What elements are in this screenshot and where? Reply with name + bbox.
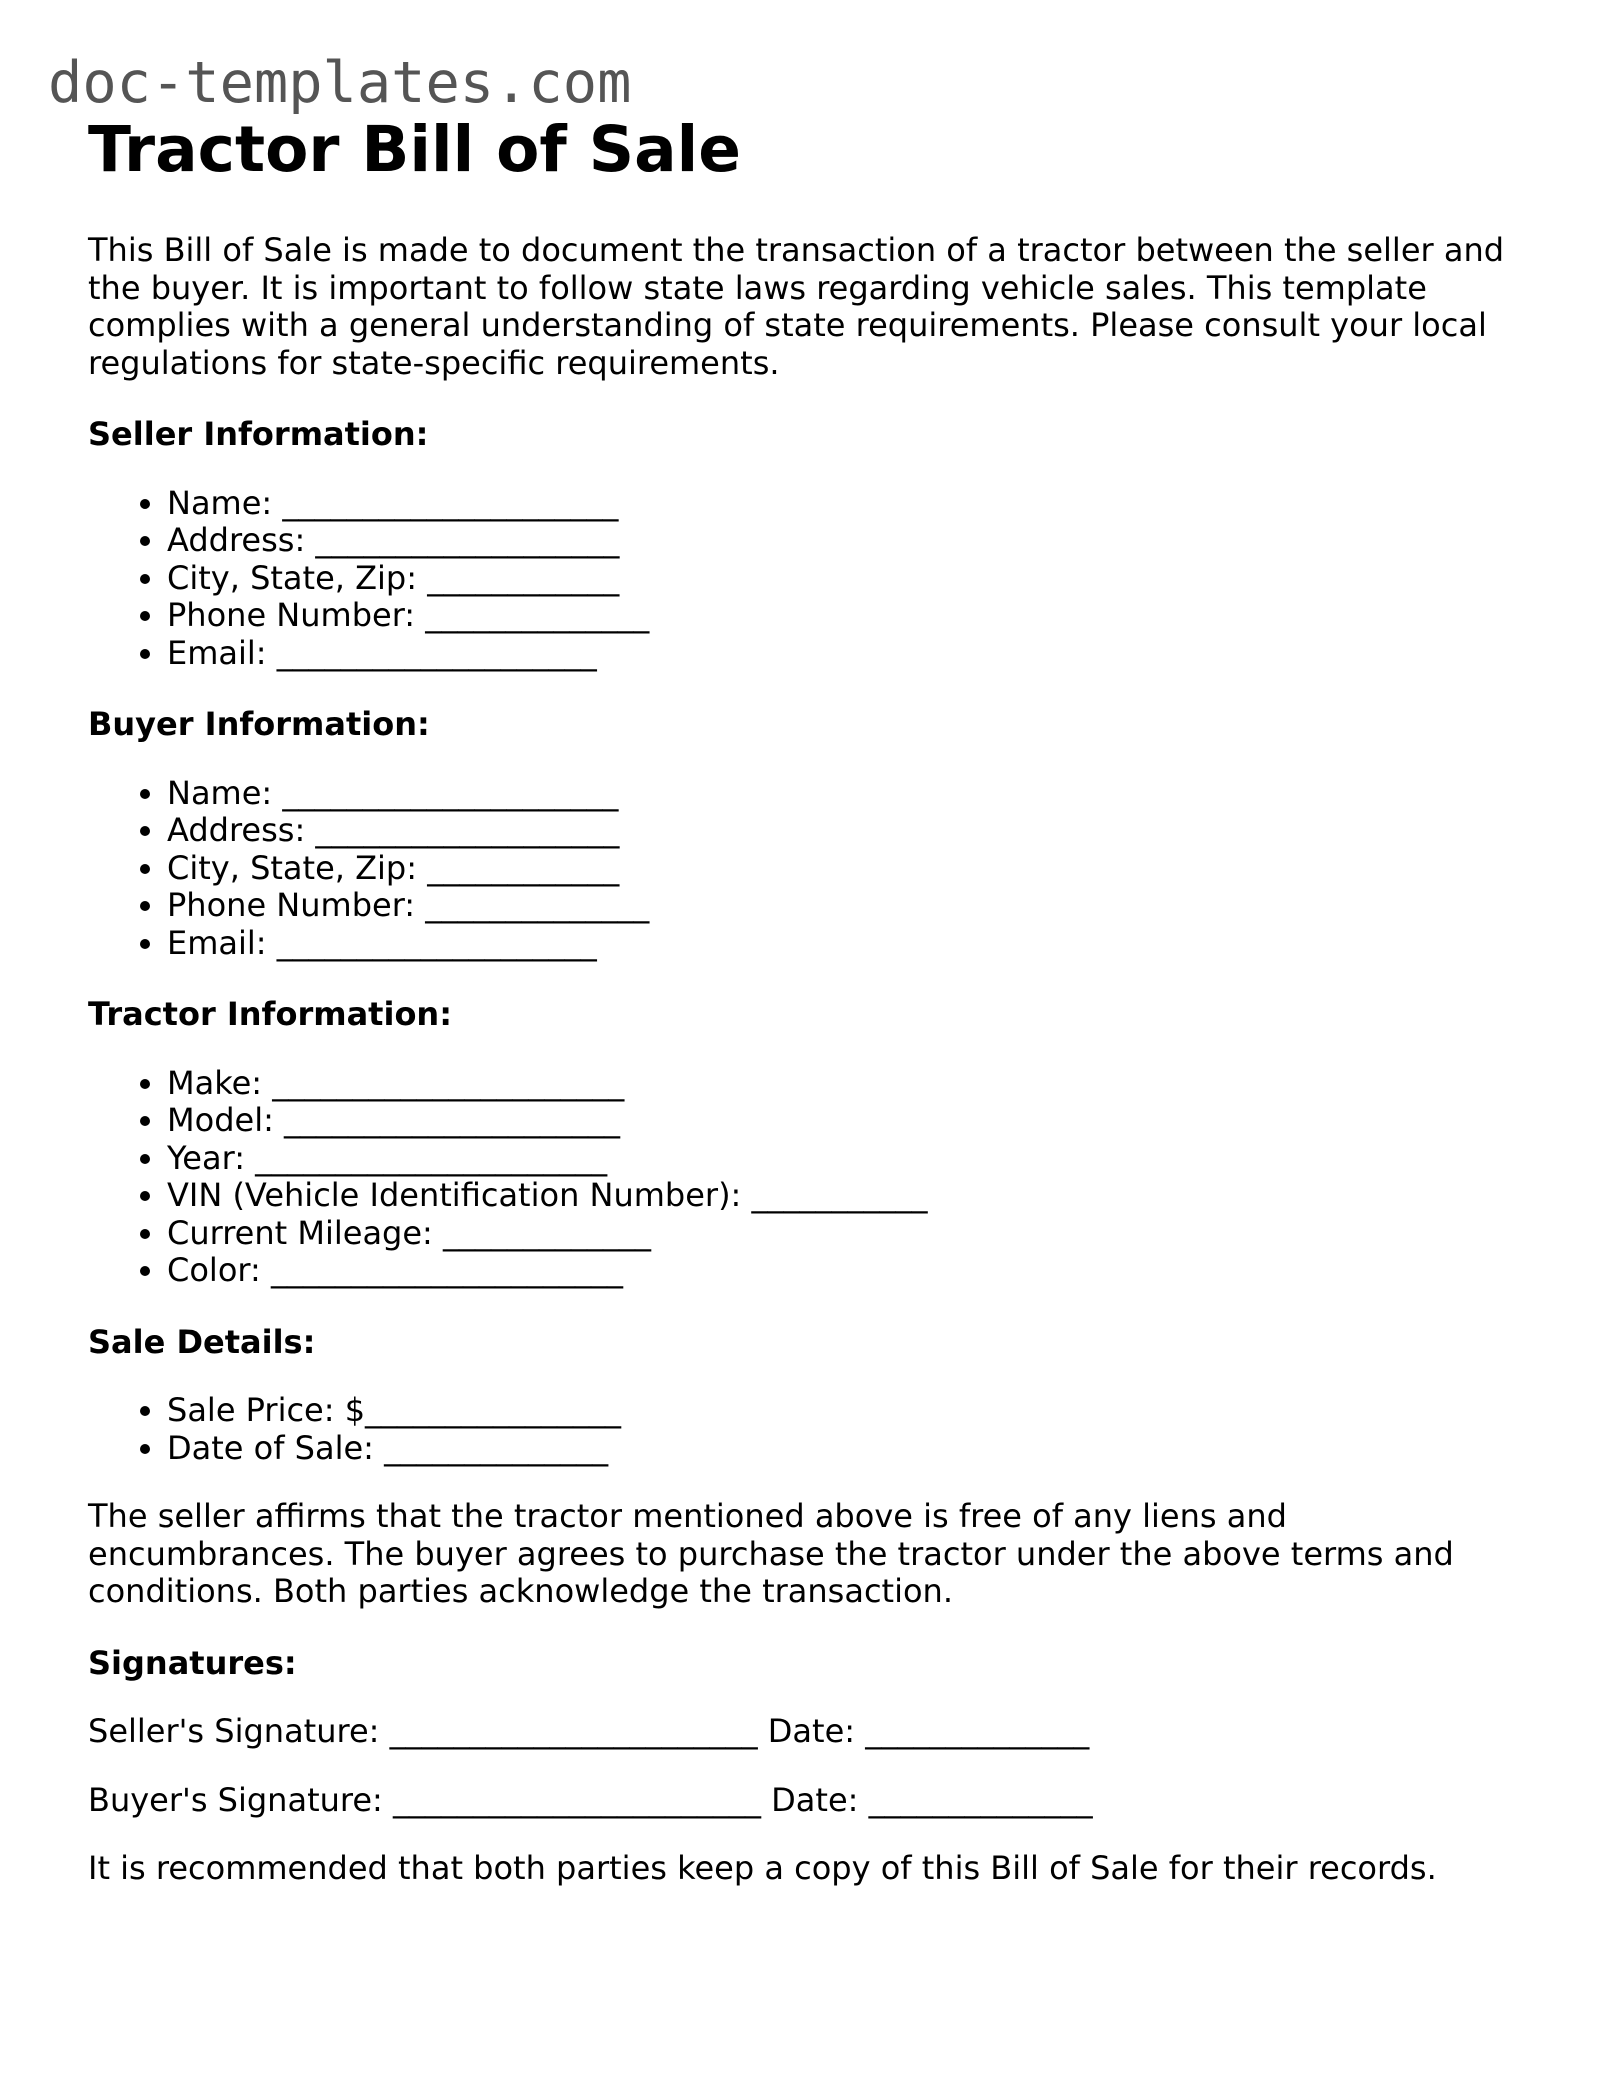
tractor-heading: Tractor Information: (88, 995, 452, 1033)
tractor-model-field: • Model: _____________________ (167, 1102, 1528, 1140)
buyer-list (88, 775, 1528, 963)
buyer-signature-line: Buyer's Signature: _______________________ Date: ______________ (88, 1780, 1093, 1819)
tractor-mileage-field: • Current Mileage: _____________ (167, 1215, 1528, 1253)
seller-name-field: • Name: _____________________ (167, 485, 1528, 523)
watermark: doc-templates.com (48, 50, 632, 116)
tractor-make-field: • Make: ______________________ (167, 1065, 1528, 1103)
buyer-address-field: • Address: ___________________ (167, 812, 1528, 850)
buyer-email-field: • Email: ____________________ (167, 925, 1528, 963)
document-body (88, 112, 1528, 1888)
sale-list (88, 1392, 1528, 1467)
seller-list (88, 485, 1528, 673)
seller-email-field: • Email: ____________________ (167, 635, 1528, 673)
signatures-heading: Signatures: (88, 1643, 297, 1682)
seller-address-field: • Address: ___________________ (167, 522, 1528, 560)
page-title: Tractor Bill of Sale (88, 113, 741, 186)
tractor-list (88, 1065, 1528, 1290)
intro-paragraph: This Bill of Sale is made to document the transaction of a tractor between the seller and the buyer. It is important to follow state laws regarding vehicle sales. This template complies with a general understanding of state requirements. Please consult your local regulations for state-specific requirements. (88, 231, 1505, 382)
tractor-vin-field: • VIN (Vehicle Identification Number): ___________ (167, 1177, 1528, 1215)
sale-heading: Sale Details: (88, 1322, 316, 1361)
buyer-heading: Buyer Information: (88, 705, 430, 743)
seller-city-state-zip-field: • City, State, Zip: ____________ (167, 560, 1528, 598)
buyer-phone-field: • Phone Number: ______________ (167, 887, 1528, 925)
seller-phone-field: • Phone Number: ______________ (167, 597, 1528, 635)
closing-paragraph: It is recommended that both parties keep a copy of this Bill of Sale for their records. (88, 1849, 1437, 1887)
seller-heading: Seller Information: (88, 415, 429, 453)
sale-date-field: • Date of Sale: ______________ (167, 1430, 1528, 1468)
tractor-year-field: • Year: ______________________ (167, 1140, 1528, 1178)
seller-signature-line: Seller's Signature: _______________________ Date: ______________ (88, 1712, 1090, 1750)
buyer-city-state-zip-field: • City, State, Zip: ____________ (167, 850, 1528, 888)
tractor-color-field: • Color: ______________________ (167, 1252, 1528, 1290)
buyer-name-field: • Name: _____________________ (167, 775, 1528, 813)
sale-price-field: • Sale Price: $________________ (167, 1392, 1528, 1430)
affirmation-paragraph: The seller affirms that the tractor mentioned above is free of any liens and encumbrances. The buyer agrees to purchase the tractor under the above terms and conditions. Both parties acknowledge the transaction. (88, 1497, 1454, 1610)
